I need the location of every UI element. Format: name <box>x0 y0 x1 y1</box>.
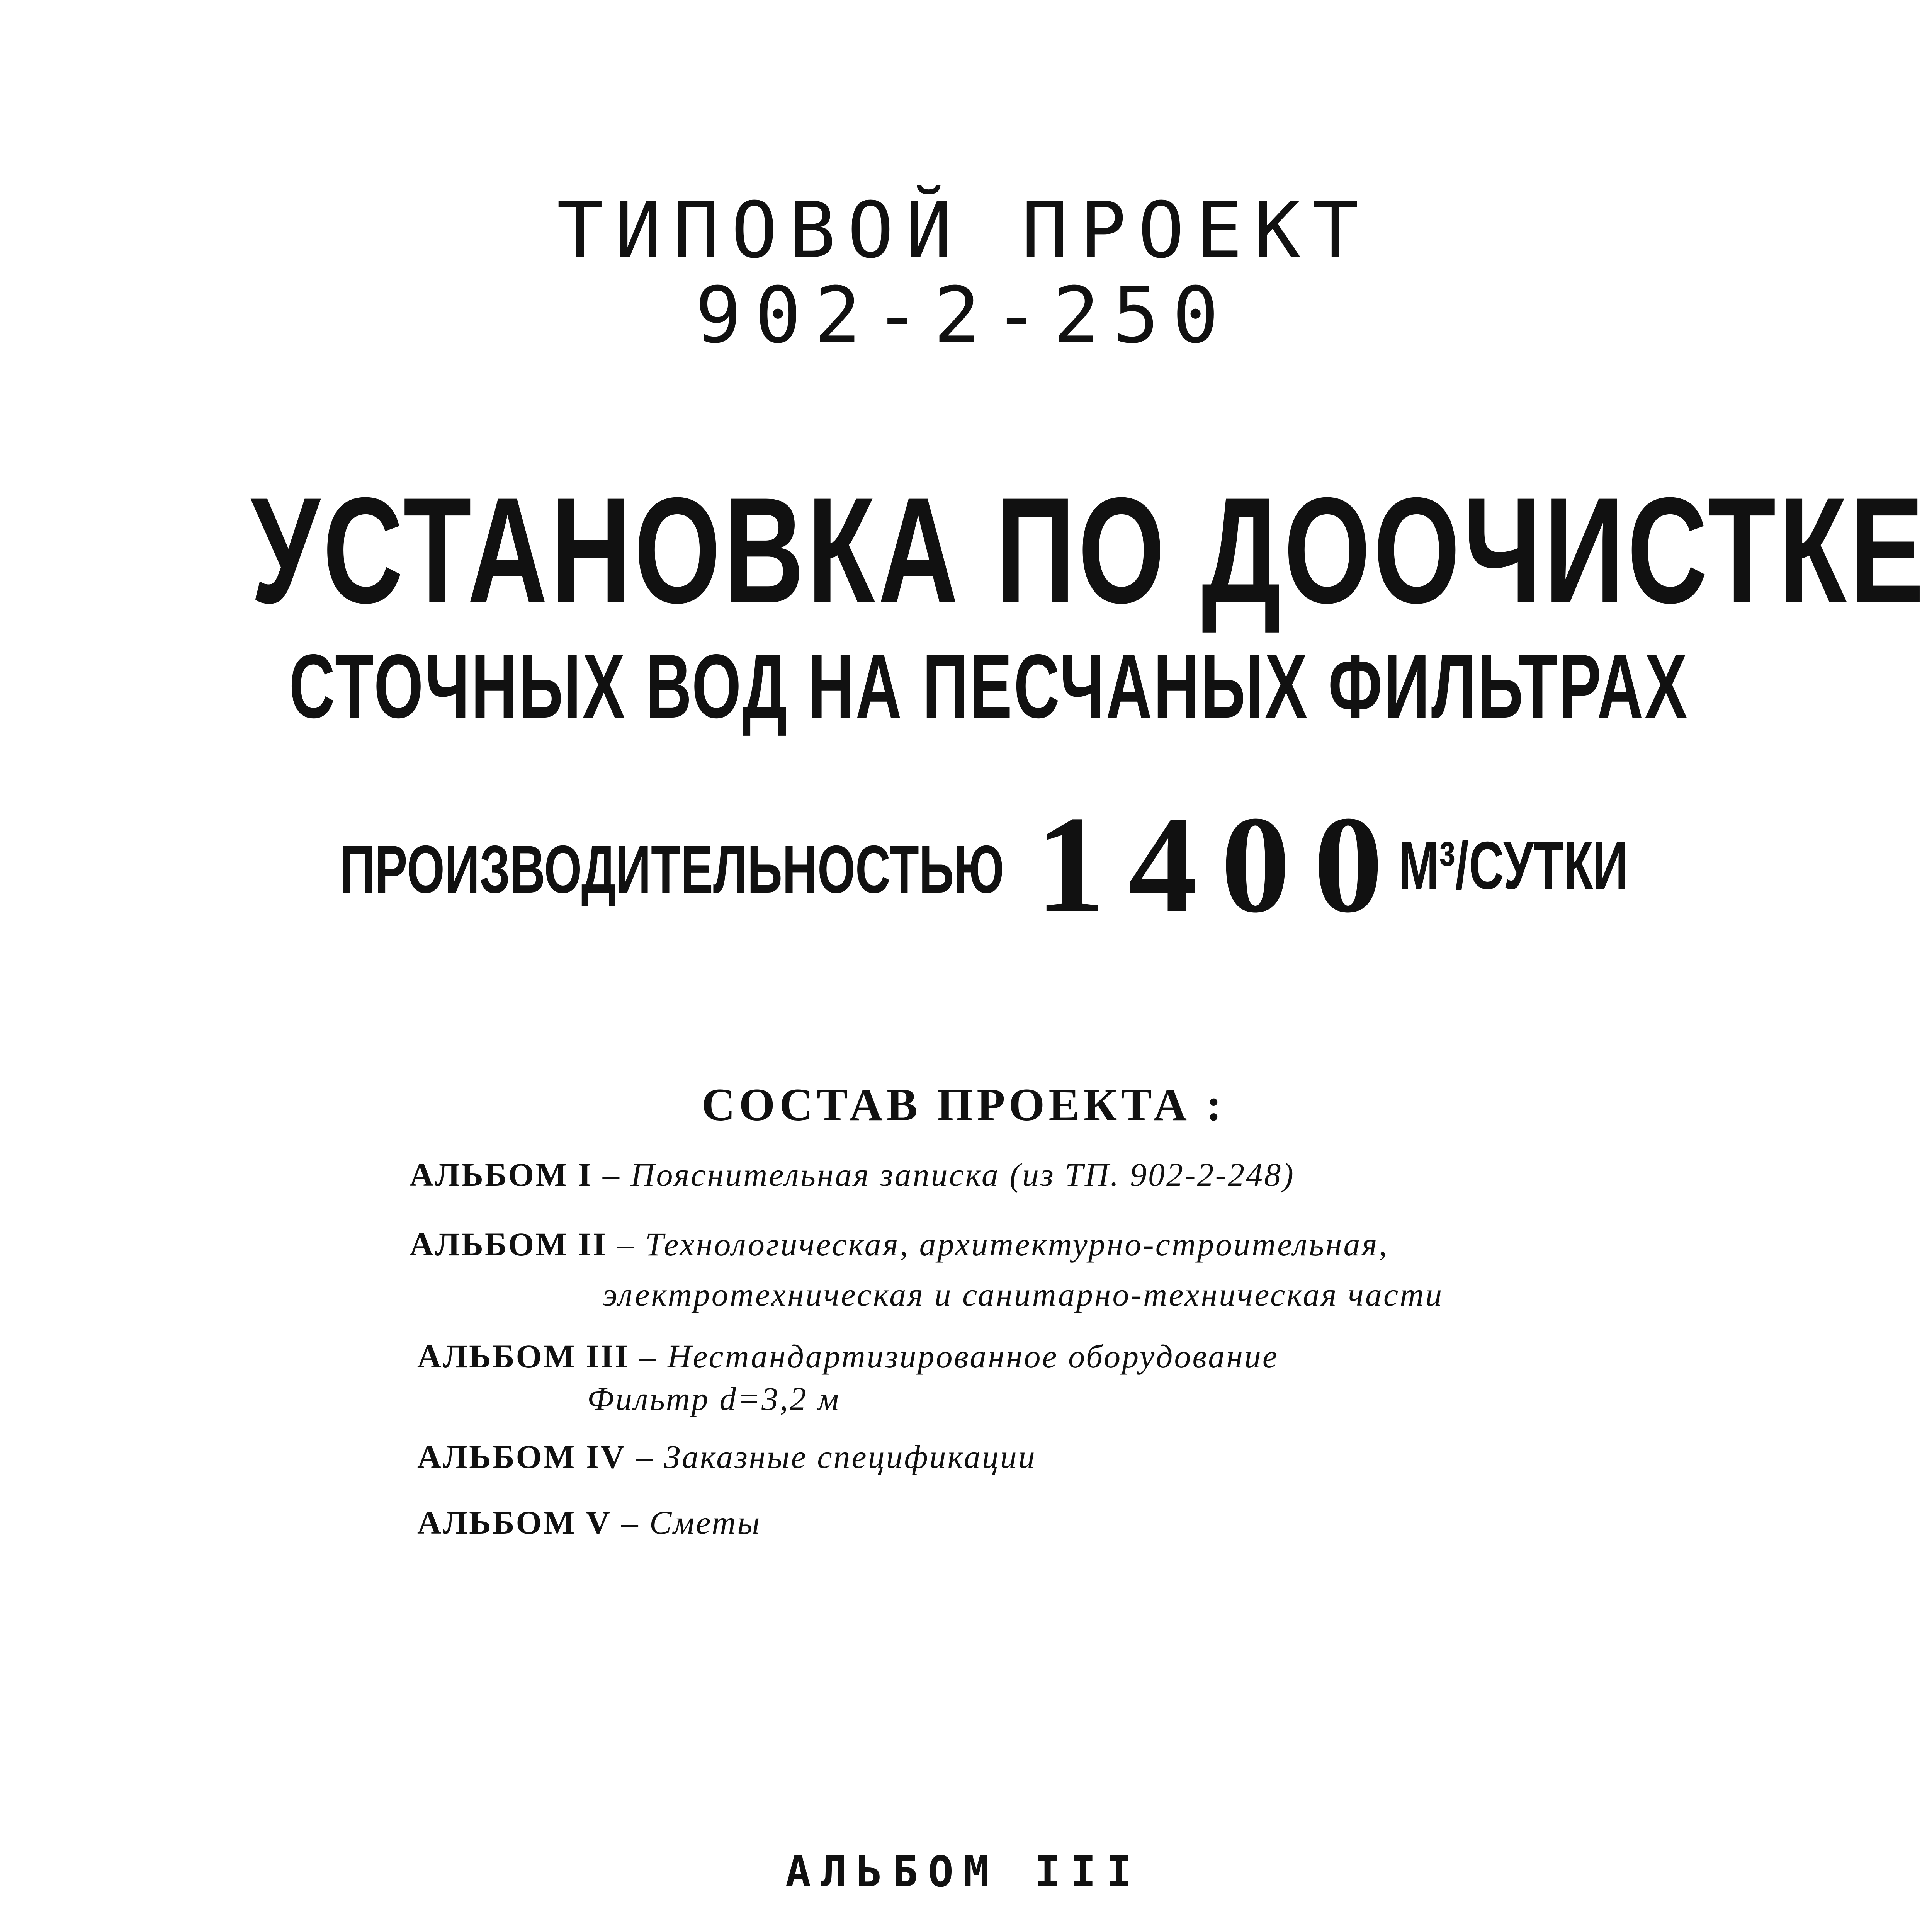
capacity-value: 1400 <box>1035 787 1406 941</box>
doc-type-heading: ТИПОВОЙ ПРОЕКТ <box>557 185 1370 276</box>
doc-number: 902-2-250 <box>695 270 1232 361</box>
album-3-line <box>417 1337 1279 1376</box>
title-line-2: СТОЧНЫХ ВОД НА ПЕСЧАНЫХ ФИЛЬТРАХ <box>289 635 1689 737</box>
composition-heading: СОСТАВ ПРОЕКТА : <box>702 1079 1225 1130</box>
album-1-line <box>410 1155 1295 1194</box>
album-4-label: АЛЬБОМ IV <box>417 1438 626 1475</box>
album-4-text: – Заказные спецификации <box>626 1438 1037 1475</box>
capacity-label: ПРОИЗВОДИТЕЛЬНОСТЬЮ <box>340 832 1004 907</box>
capacity-unit: М³/СУТКИ <box>1399 828 1628 903</box>
album-2-line <box>410 1225 1388 1264</box>
album-5-label: АЛЬБОМ V <box>417 1504 612 1541</box>
album-4-line <box>417 1437 1037 1476</box>
album-2-continuation: электротехническая и санитарно-техническая части <box>603 1276 1444 1313</box>
title-line-1: УСТАНОВКА ПО ДООЧИСТКЕ <box>250 466 1927 634</box>
album-number: АЛЬБОМ III <box>785 1847 1142 1896</box>
album-3-continuation: Фильтр d=3,2 м <box>587 1380 841 1417</box>
album-1-label: АЛЬБОМ I <box>410 1156 593 1193</box>
capacity-row <box>0 784 1927 947</box>
album-2-label: АЛЬБОМ II <box>410 1226 607 1263</box>
album-5-line <box>417 1503 761 1542</box>
album-3-label: АЛЬБОМ III <box>417 1338 630 1375</box>
album-5-text: – Сметы <box>611 1504 761 1541</box>
album-3-text: – Нестандартизированное оборудование <box>629 1338 1279 1375</box>
album-1-text: – Пояснительная записка (из ТП. 902-2-248) <box>593 1156 1295 1193</box>
album-2-text: – Технологическая, архитектурно-строительная, <box>607 1226 1388 1263</box>
